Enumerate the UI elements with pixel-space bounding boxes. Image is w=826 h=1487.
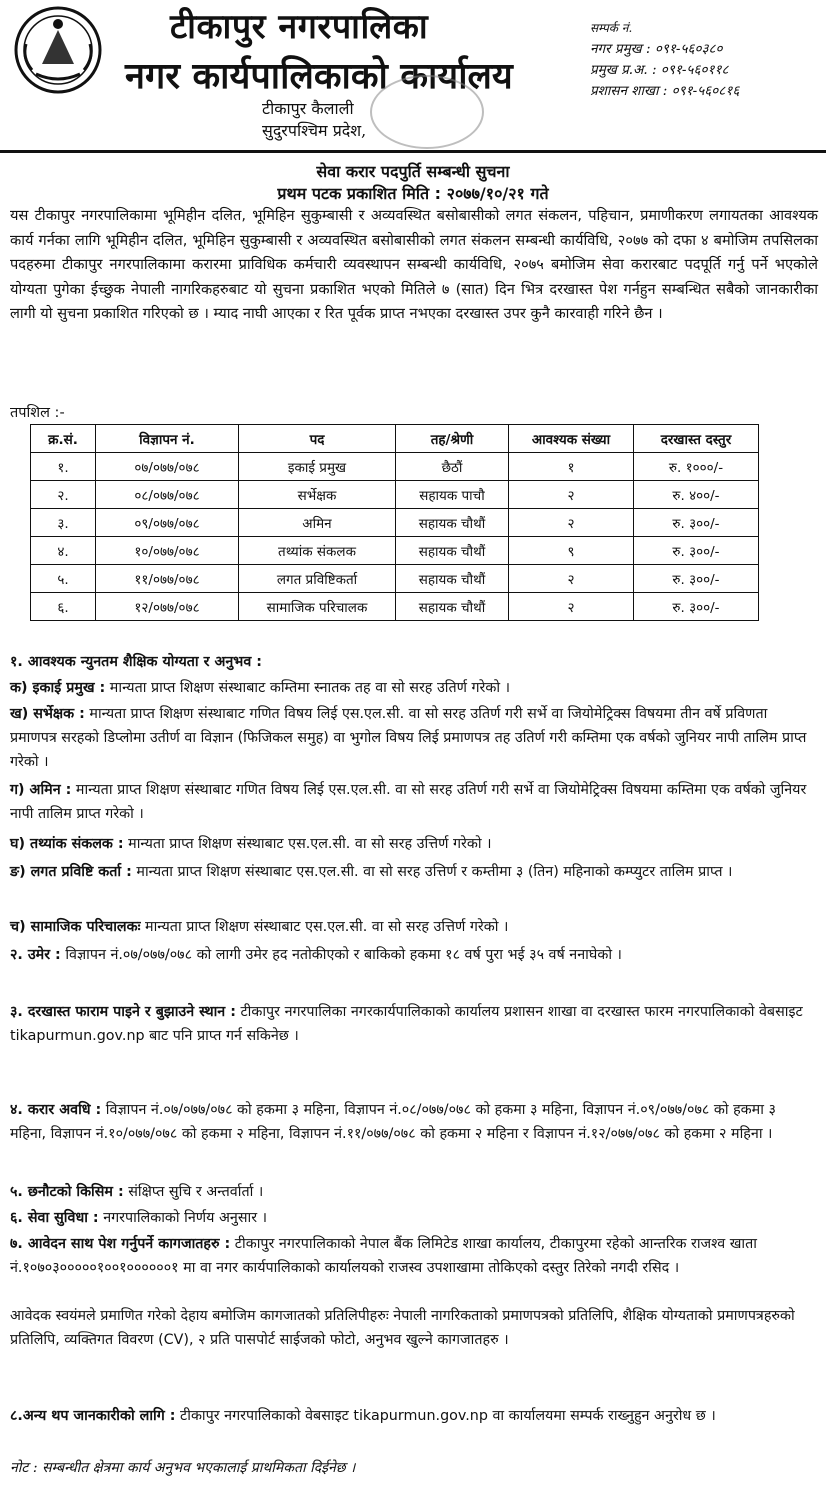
- table-cell: सहायक चौथौं: [396, 565, 509, 593]
- table-cell: लगत प्रविष्टिकर्ता: [239, 565, 396, 593]
- qual-label: ग) अमिन :: [10, 782, 72, 798]
- vacancy-table: [30, 424, 759, 621]
- table-cell: १०/०७७/०७८: [96, 537, 239, 565]
- table-row: [31, 509, 759, 537]
- table-cell: सहायक चौथौं: [396, 509, 509, 537]
- docs-section: [10, 1232, 816, 1280]
- table-cell: ४.: [31, 537, 96, 565]
- col-post: पद: [239, 425, 396, 453]
- col-level: तह/श्रेणी: [396, 425, 509, 453]
- table-cell: सहायक चौथौं: [396, 537, 509, 565]
- table-cell: सहायक चौथौं: [396, 593, 509, 621]
- table-row: [31, 537, 759, 565]
- col-count: आवश्यक संख्या: [509, 425, 634, 453]
- qual-item: [10, 676, 816, 700]
- office-name: नगर कार्यपालिकाको कार्यालय: [125, 56, 513, 97]
- col-serial: क्र.सं.: [31, 425, 96, 453]
- qual-label: क) इकाई प्रमुख :: [10, 680, 106, 696]
- form-text: टीकापुर नगरपालिका नगरकार्यपालिकाको कार्यालय प्रशासन शाखा वा दरखास्त फारम नगरपालिकाको वेबसाइट tikapurmun.gov.np बाट पनि प्राप्त गर्न सकिनेछ ।: [10, 1004, 803, 1044]
- selection-text: संक्षिप्त सुचि र अन्तर्वार्ता ।: [123, 1184, 264, 1200]
- qual-label: ङ) लगत प्रविष्टि कर्ता :: [10, 864, 132, 880]
- docs-label: ७. आवेदन साथ पेश गर्नुपर्ने कागजातहरु :: [10, 1236, 231, 1252]
- table-row: [31, 593, 759, 621]
- table-cell: २.: [31, 481, 96, 509]
- facility-label: ६. सेवा सुविधा :: [10, 1210, 99, 1226]
- qual-text: मान्यता प्राप्त शिक्षण संस्थाबाट एस.एल.सी. वा सो सरह उत्तिर्ण गरेको ।: [140, 919, 509, 935]
- qual-text: मान्यता प्राप्त शिक्षण संस्थाबाट एस.एल.सी. वा सो सरह उत्तिर्ण र कम्तीमा ३ (तिन) महिनाको कम्प्युटर तालिम प्राप्त ।: [131, 864, 733, 880]
- table-cell: सर्भेक्षक: [239, 481, 396, 509]
- table-cell: रु. ३००/-: [634, 565, 759, 593]
- col-ad-no: विज्ञापन नं.: [96, 425, 239, 453]
- facility-text: नगरपालिकाको निर्णय अनुसार ।: [98, 1210, 268, 1226]
- form-section: [10, 1000, 816, 1048]
- age-section: [10, 943, 816, 967]
- table-row: [31, 481, 759, 509]
- office-stamp: [370, 75, 484, 149]
- org-name: टीकापुर नगरपालिका: [170, 7, 429, 47]
- address-line-2: सुदुरपश्चिम प्रदेश,: [262, 121, 367, 140]
- qual-item: [10, 702, 816, 774]
- info-section: [10, 1404, 816, 1428]
- table-cell: इकाई प्रमुख: [239, 453, 396, 481]
- table-cell: रु. ३००/-: [634, 509, 759, 537]
- qual-item: [10, 915, 816, 939]
- contact-cao: प्रमुख प्र.अ. : ०९१-५६०११८: [590, 62, 729, 78]
- form-label: ३. दरखास्त फाराम पाइने र बुझाउने स्थान :: [10, 1004, 236, 1020]
- table-cell: ६.: [31, 593, 96, 621]
- qual-text: मान्यता प्राप्त शिक्षण संस्थाबाट एस.एल.सी. वा सो सरह उत्तिर्ण गरेको ।: [123, 836, 492, 852]
- notice-date: प्रथम पटक प्रकाशित मिति : २०७७/१०/२१ गते: [277, 184, 549, 203]
- qual-item: [10, 778, 816, 826]
- table-cell: अमिन: [239, 509, 396, 537]
- table-cell: २: [509, 481, 634, 509]
- contact-heading: सम्पर्क नं.: [590, 21, 633, 35]
- facility-section: [10, 1206, 816, 1230]
- table-row: [31, 565, 759, 593]
- qual-text: मान्यता प्राप्त शिक्षण संस्थाबाट कम्तिमा स्नातक तह वा सो सरह उतिर्ण गरेको ।: [105, 680, 511, 696]
- selection-label: ५. छनौटको किसिम :: [10, 1184, 124, 1200]
- address-line-1: टीकापुर कैलाली: [262, 99, 354, 118]
- nepal-emblem-logo: [12, 4, 104, 96]
- age-label: २. उमेर :: [10, 947, 61, 963]
- table-cell: रु. ३००/-: [634, 537, 759, 565]
- table-cell: ३.: [31, 509, 96, 537]
- table-cell: सामाजिक परिचालक: [239, 593, 396, 621]
- qual-text: मान्यता प्राप्त शिक्षण संस्थाबाट गणित विषय लिई एस.एल.सी. वा सो सरह उतिर्ण गरी सर्भे वा जियोमेट्रिक्स विषयमा तीन वर्षे प्रविणता प्रमाणपत्र सरहको डिप्लोमा उतीर्ण वा विज्ञान (फिजिकल समुह) वा भुगोल विषय लिई प्रमाणपत्र तह उतिर्ण गरी कम्तिमा एक वर्षको जुनियर नापी तालिम प्राप्त गरेको ।: [10, 706, 807, 770]
- contact-block: [590, 18, 739, 102]
- table-cell: ९: [509, 537, 634, 565]
- term-section: [10, 1098, 816, 1146]
- table-cell: ०९/०७७/०७८: [96, 509, 239, 537]
- qual-item: [10, 860, 816, 884]
- footer-note: नोट : सम्बन्धीत क्षेत्रमा कार्य अनुभव भएकालाई प्राथमिकता दिईनेछ ।: [10, 1460, 356, 1476]
- table-cell: २: [509, 509, 634, 537]
- selection-section: [10, 1180, 816, 1204]
- table-cell: २: [509, 593, 634, 621]
- info-label: ८.अन्य थप जानकारीको लागि :: [10, 1408, 176, 1424]
- qual-text: मान्यता प्राप्त शिक्षण संस्थाबाट गणित विषय लिई एस.एल.सी. वा सो सरह उतिर्ण गरी सर्भे वा जियोमेट्रिक्स विषयमा कम्तिमा एक वर्षको जुनियर नापी तालिम प्राप्त गरेको ।: [10, 782, 807, 822]
- table-cell: ०७/०७७/०७८: [96, 453, 239, 481]
- contact-admin: प्रशासन शाखा : ०९१-५६०८१६: [590, 83, 740, 99]
- qual-label: च) सामाजिक परिचालकः: [10, 919, 141, 935]
- qual-item: [10, 832, 816, 856]
- qual-label: ख) सर्भेक्षक :: [10, 706, 85, 722]
- table-header-row: [31, 425, 759, 453]
- age-text: विज्ञापन नं.०७/०७७/०७८ को लागी उमेर हद नतोकीएको र बाकिको हकमा १८ वर्ष पुरा भई ३५ वर्ष ननाघेको ।: [60, 947, 622, 963]
- header-divider: [0, 150, 826, 153]
- table-cell: रु. १०००/-: [634, 453, 759, 481]
- qualification-heading: १. आवश्यक न्युनतम शैक्षिक योग्यता र अनुभव :: [10, 654, 262, 670]
- table-cell: रु. ४००/-: [634, 481, 759, 509]
- table-cell: १.: [31, 453, 96, 481]
- table-row: [31, 453, 759, 481]
- table-cell: २: [509, 565, 634, 593]
- table-cell: ०८/०७७/०७८: [96, 481, 239, 509]
- table-cell: छैठौं: [396, 453, 509, 481]
- notice-title: सेवा करार पदपुर्ति सम्बन्धी सुचना: [316, 162, 510, 181]
- office-address: [262, 98, 366, 142]
- col-fee: दरखास्त दस्तुर: [634, 425, 759, 453]
- notice-body: यस टीकापुर नगरपालिकामा भूमिहीन दलित, भूमिहिन सुकुम्बासी र अव्यवस्थित बसोबासीको लगत संकलन, पहिचान, प्रमाणीकरण लगायतका आवश्यक कार्य गर्नका लागि भूमिहीन दलित, भूमिहिन सुकुम्बासी र अव्यवस्थित बसोबासीको लगत संकलन सम्बन्धी कार्यविधि, २०७७ को दफा ४ बमोजिम तपसिलका पदहरुमा टीकापुर नगरपालिकामा करारमा प्राविधिक कर्मचारी व्यवस्थापन सम्बन्धी कार्यविधि, २०७५ बमोजिम सेवा करारबाट पदपूर्ति गर्नु पर्ने भएकोले योग्यता पुगेका ईच्छुक नेपाली नागरिकहरुबाट यो सुचना प्रकाशित भएको मितिले ७ (सात) दिन भित्र दरखास्त पेश गर्नहुन सम्बन्धित सबैको जानकारीका लागी यो सुचना प्रकाशित गरिएको छ । म्याद नाघी आएका र रित पूर्वक प्राप्त नभएका दरखास्त उपर कुनै कारवाही गरिने छैन ।: [10, 207, 818, 322]
- docs-list: आवेदक स्वयंमले प्रमाणित गरेको देहाय बमोजिम कागजातको प्रतिलिपीहरुः नेपाली नागरिकताको प्रमाणपत्रको प्रतिलिपि, शैक्षिक योग्यताको प्रमाणपत्रहरुको प्रतिलिपि, व्यक्तिगत विवरण (CV), २ प्रति पासपोर्ट साईजको फोटो, अनुभव खुल्ने कागजातहरु ।: [10, 1308, 795, 1348]
- term-text: विज्ञापन नं.०७/०७७/०७८ को हकमा ३ महिना, विज्ञापन नं.०८/०७७/०७८ को हकमा ३ महिना, विज्ञापन नं.०९/०७७/०७८ को हकमा ३ महिना, विज्ञापन नं.१०/०७७/०७८ को हकमा २ महिना, विज्ञापन नं.११/०७७/०७८ को हकमा २ महिना र विज्ञापन नं.१२/०७७/०७८ को हकमा २ महिना ।: [10, 1102, 776, 1142]
- contact-mayor: नगर प्रमुख : ०९१-५६०३८०: [590, 41, 723, 57]
- table-cell: १२/०७७/०७८: [96, 593, 239, 621]
- table-cell: १: [509, 453, 634, 481]
- term-label: ४. करार अवधि :: [10, 1102, 102, 1118]
- detail-label: तपशिल :-: [10, 405, 65, 421]
- info-text: टीकापुर नगरपालिकाको वेबसाइट tikapurmun.gov.np वा कार्यालयमा सम्पर्क राख्नुहुन अनुरोध छ ।: [175, 1408, 716, 1424]
- qual-label: घ) तथ्यांक संकलक :: [10, 836, 124, 852]
- table-cell: रु. ३००/-: [634, 593, 759, 621]
- docs-text: टीकापुर नगरपालिकाको नेपाल बैंक लिमिटेड शाखा कार्यालय, टीकापुरमा रहेको आन्तरिक राजश्व खाता नं.१०७०३०००००१००१००००००१ मा वा नगर कार्यपालिकाको कार्यालयको राजस्व उपशाखामा तोकिएको दस्तुर तिरेको नगदी रसिद ।: [10, 1236, 757, 1276]
- table-cell: सहायक पाचौ: [396, 481, 509, 509]
- table-cell: ५.: [31, 565, 96, 593]
- table-cell: तथ्यांक संकलक: [239, 537, 396, 565]
- table-cell: ११/०७७/०७८: [96, 565, 239, 593]
